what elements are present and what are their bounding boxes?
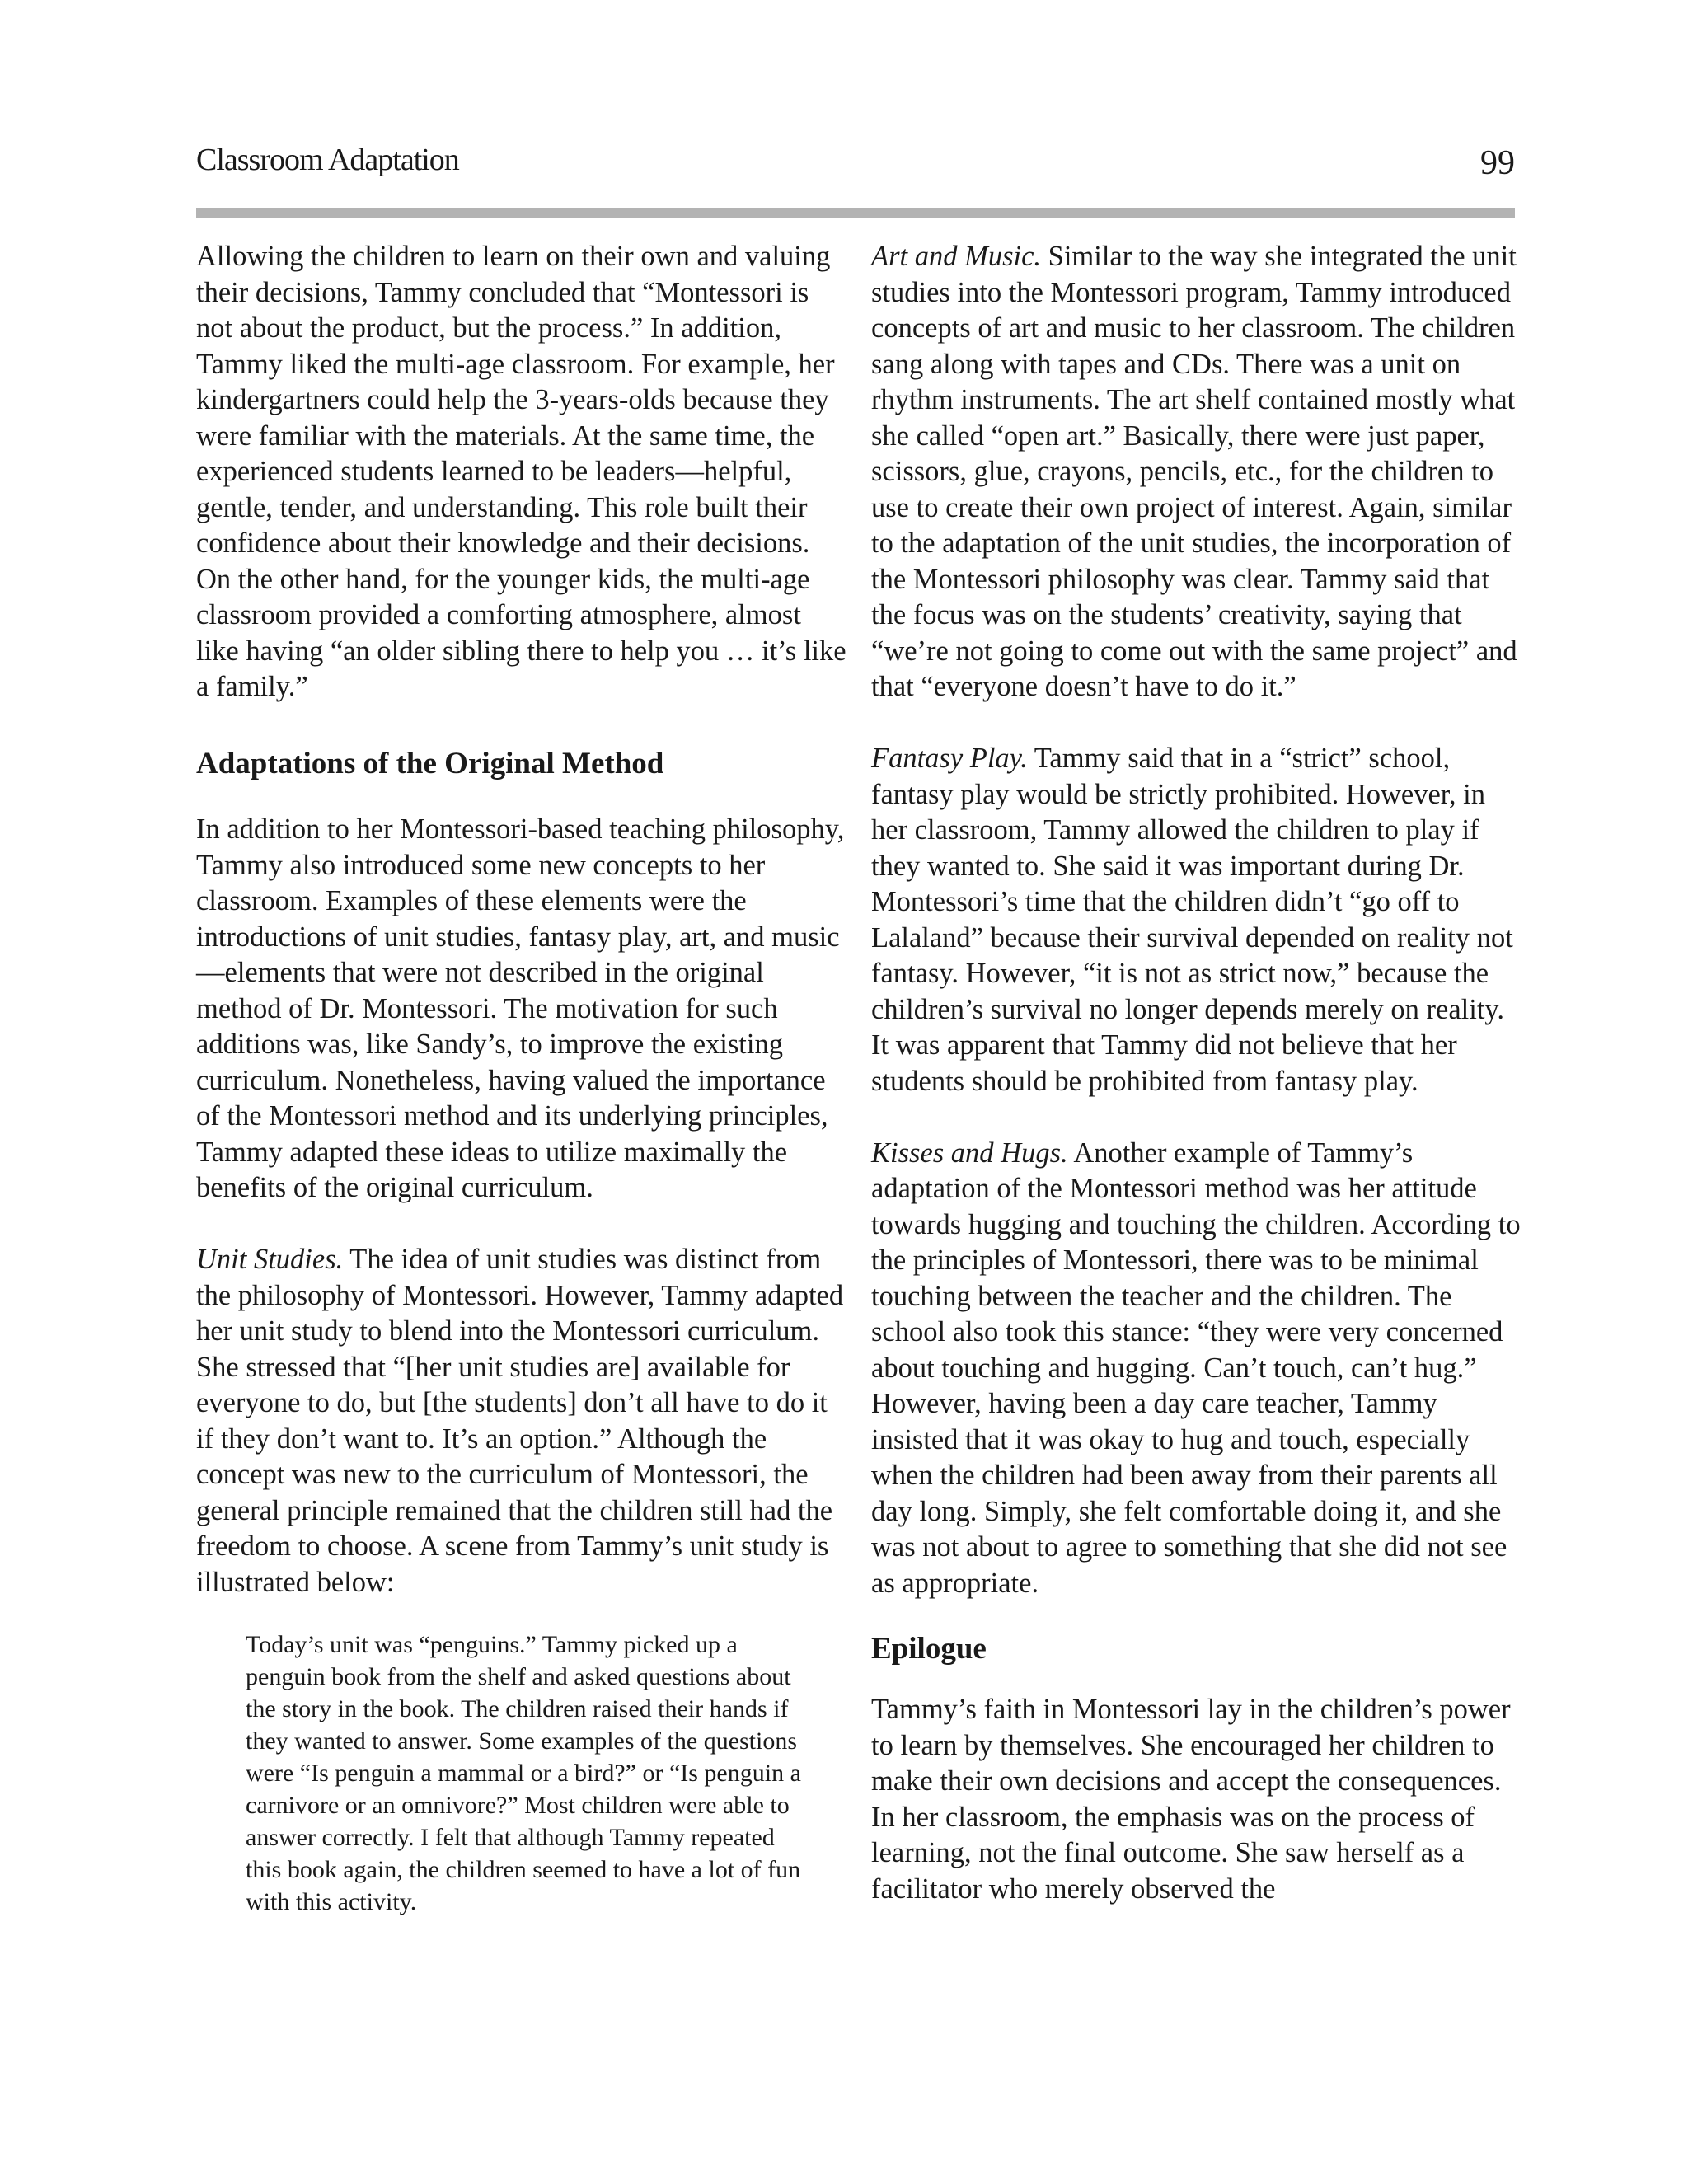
- unit-studies-paragraph: [196, 1242, 847, 1601]
- kisses-hugs-text: Another example of Tammy’s adaptation of the Montessori method was her attitude towards hugging and touching the children. According to the principles of Montessori, there was to be minimal touching between the teacher and the children. The school also took this stance: “they were very concerned about touching and hugging. Can’t touch, can’t hug.” However, having been a day care teacher, Tammy insisted that it was okay to hug and touch, especially when the children had been away from their parents all day long. Simply, she felt comfortable doing it, and she was not about to agree to something that she did not see as appropriate.: [871, 1137, 1521, 1599]
- page-number: 99: [1480, 144, 1515, 182]
- art-music-runin-heading: Art and Music.: [871, 241, 1042, 272]
- kisses-hugs-paragraph: [871, 1136, 1522, 1602]
- fantasy-play-text: Tammy said that in a “strict” school, fantasy play would be strictly prohibited. However, in her classroom, Tammy allowed the children to play if they wanted to. She said it was important during Dr. Montessori’s time that the children didn’t “go off to Lalaland” because their survival depended on reality not fantasy. However, “it is not as strict now,” because the children’s survival no longer depends merely on reality. It was apparent that Tammy did not believe that her students should be prohibited from fantasy play.: [871, 743, 1513, 1097]
- header-rule: [196, 208, 1515, 218]
- fantasy-play-paragraph: [871, 741, 1522, 1099]
- kisses-hugs-runin-heading: Kisses and Hugs.: [871, 1137, 1068, 1169]
- adaptations-paragraph: In addition to her Montessori-based teaching philosophy, Tammy also introduced some new concepts to her classroom. Examples of these elements were the introductions of unit studies, fantasy play, art, and music—elements that were not described in the original method of Dr. Montessori. The motivation for such additions was, like Sandy’s, to improve the existing curriculum. Nonetheless, having valued the importance of the Montessori method and its underlying principles, Tammy adapted these ideas to utilize maximally the benefits of the original curriculum.: [196, 813, 845, 1203]
- unit-studies-runin-heading: Unit Studies.: [196, 1244, 344, 1275]
- art-music-text: Similar to the way she integrated the unit studies into the Montessori program, Tammy introduced concepts of art and music to her classroom. The children sang along with tapes and CDs. There was a unit on rhythm instruments. The art shelf contained mostly what she called “open art.” Basically, there were just paper, scissors, glue, crayons, pencils, etc., for the children to use to create their own project of interest. Again, similar to the adaptation of the unit studies, the incorporation of the Montessori philosophy was clear. Tammy said that the focus was on the students’ creativity, saying that “we’re not going to come out with the same project” and that “everyone doesn’t have to do it.”: [871, 241, 1517, 702]
- section-heading-epilogue: Epilogue: [871, 1632, 987, 1666]
- block-quote-penguins: Today’s unit was “penguins.” Tammy picked up a penguin book from the shelf and asked questions about the story in the book. The children raised their hands if they wanted to answer. Some examples of the questions were “Is penguin a mammal or a bird?” or “Is penguin a carnivore or an omnivore?” Most children were able to answer correctly. I felt that although Tammy repeated this book again, the children seemed to have a lot of fun with this activity.: [246, 1631, 801, 1915]
- intro-paragraph: Allowing the children to learn on their own and valuing their decisions, Tammy concluded that “Montessori is not about the product, but the process.” In addition, Tammy liked the multi-age classroom. For example, her kindergartners could help the 3-years-olds because they were familiar with the materials. At the same time, the experienced students learned to be leaders—helpful, gentle, tender, and understanding. This role built their confidence about their knowledge and their decisions. On the other hand, for the younger kids, the multi-age classroom provided a comforting atmosphere, almost like having “an older sibling there to help you … it’s like a family.”: [196, 241, 846, 702]
- spacer: [871, 705, 1522, 742]
- left-column: [196, 239, 847, 1918]
- fantasy-play-runin-heading: Fantasy Play.: [871, 743, 1028, 774]
- spacer: [871, 1099, 1522, 1136]
- spacer: [196, 1207, 847, 1243]
- right-column: [871, 239, 1522, 1907]
- unit-studies-text: The idea of unit studies was distinct from the philosophy of Montessori. However, Tammy adapted her unit study to blend into the Montessori curriculum. She stressed that “[her unit studies are] available for everyone to do, but [the students] don’t all have to do it if they don’t want to. It’s an option.” Although the concept was new to the curriculum of Montessori, the general principle remained that the children still had the freedom to choose. A scene from Tammy’s unit study is illustrated below:: [196, 1244, 844, 1598]
- section-heading-adaptations: Adaptations of the Original Method: [196, 747, 664, 780]
- spacer: [196, 787, 847, 812]
- epilogue-paragraph: Tammy’s faith in Montessori lay in the children’s power to learn by themselves. She encouraged her children to make their own decisions and accept the consequences. In her classroom, the emphasis was on the process of learning, not the final outcome. She saw herself as a facilitator who merely observed the: [871, 1694, 1511, 1905]
- spacer: [196, 705, 847, 742]
- spacer: [196, 1601, 847, 1629]
- art-music-paragraph: [871, 239, 1522, 705]
- running-header-title: Classroom Adaptation: [196, 143, 459, 177]
- spacer: [871, 1601, 1522, 1626]
- spacer: [871, 1672, 1522, 1692]
